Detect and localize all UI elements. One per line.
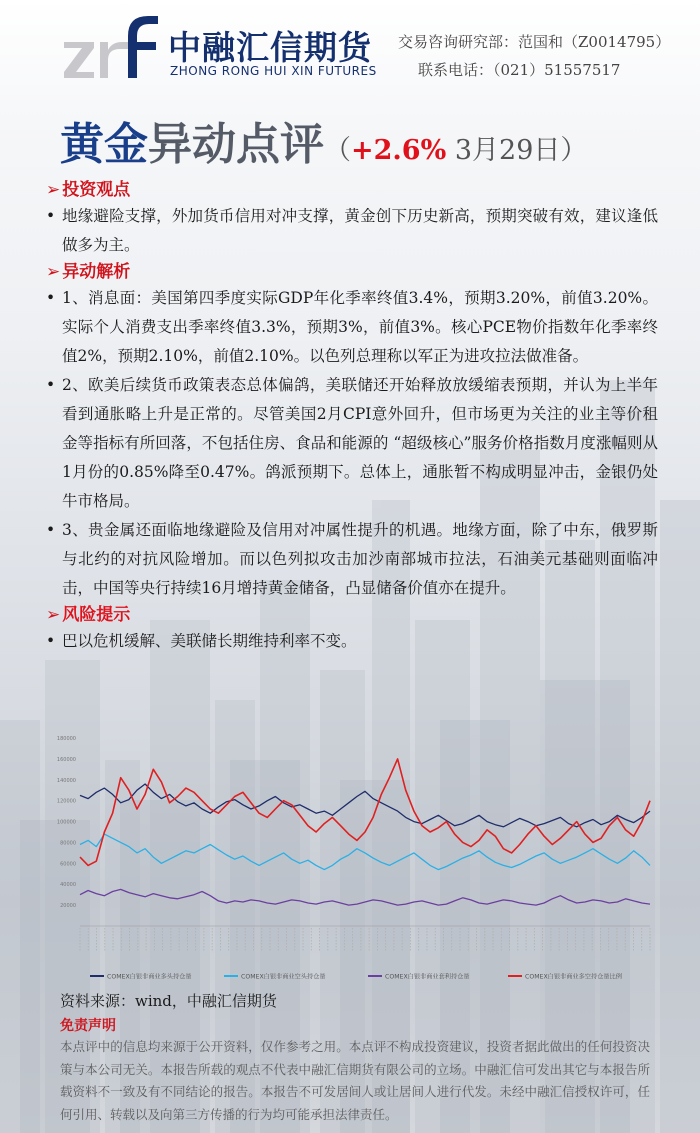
section-heading-view xyxy=(46,178,658,202)
list-item xyxy=(46,516,658,603)
title-paren-open: （ xyxy=(324,135,351,166)
legend-label: COMEX白银非商业多空持仓量比例 xyxy=(525,973,622,981)
list-item-text: 1、消息面：美国第四季度实际GDP年化季率终值3.4%，预期3.20%，前值3.20%。实际个人消费支出季率终值3.3%，预期3%，前值3%。核心PCE物价指数年化季率终值2%，预期2.10%，前值2.10%。以色列总理称以军正为进攻拉法做准备。 xyxy=(62,289,658,365)
legend-entry xyxy=(368,973,470,981)
list-item xyxy=(46,371,658,516)
legend-label: COMEX白银非商业多头持仓量 xyxy=(107,973,192,981)
section-heading-risk xyxy=(46,603,658,627)
report-body xyxy=(46,178,658,656)
y-tick-label: 60000 xyxy=(60,861,76,868)
list-item-text: 巴以危机缓解、美联储长期维持利率不变。 xyxy=(62,632,357,650)
list-item-text: 2、欧美后续货币政策表态总体偏鸽，美联储还开始释放放缓缩表预期，并认为上半年看到通胀略上升是正常的。尽管美国2月CPI意外回升，但市场更为关注的业主等价租金等指标有所回落，不包括住房、食品和能源的 “超级核心”服务价格指数月度涨幅则从1月份的0.85%降至0.47%。鸽派预期下。总体上，通胀暂不构成明显冲击，金银仍处牛市格局。 xyxy=(62,376,658,510)
bullet-icon: • xyxy=(46,207,56,225)
y-tick-label: 40000 xyxy=(60,882,76,889)
title-subject: 黄金 xyxy=(60,119,148,170)
title-date: 3月29日） xyxy=(446,135,588,166)
y-tick-label: 140000 xyxy=(56,777,76,784)
legend-entry xyxy=(224,973,326,981)
list-item xyxy=(46,202,658,260)
series-line-2 xyxy=(80,834,650,870)
bullet-icon: • xyxy=(46,521,56,539)
contact-info xyxy=(398,28,670,84)
title-type: 异动点评 xyxy=(148,119,324,170)
y-tick-label: 100000 xyxy=(56,819,76,826)
title-change-percent: +2.6% xyxy=(351,135,447,166)
y-tick-label: 120000 xyxy=(56,798,76,805)
company-name-en: ZHONG RONG HUI XIN FUTURES xyxy=(170,64,377,78)
y-tick-label: 20000 xyxy=(60,903,76,910)
bullet-icon: • xyxy=(46,376,56,394)
report-header xyxy=(0,0,700,100)
series-line-3 xyxy=(80,889,650,905)
arrow-icon: ➢ xyxy=(46,605,61,625)
y-tick-label: 160000 xyxy=(56,756,76,763)
list-item xyxy=(46,627,658,656)
cot-positions-chart xyxy=(46,728,658,990)
legend-entry xyxy=(508,973,622,981)
contact-analyst: 交易咨询研究部：范国和（Z0014795） xyxy=(398,33,671,51)
legend-entry xyxy=(90,973,192,981)
arrow-icon: ➢ xyxy=(46,262,61,282)
section-heading-label: 风险提示 xyxy=(62,605,131,625)
list-item-text: 地缘避险支撑，外加货币信用对冲支撑，黄金创下历史新高，预期突破有效，建议逢低做多为主。 xyxy=(62,207,658,254)
disclaimer-text: 本点评中的信息均来源于公开资料，仅作参考之用。本点评不构成投资建议，投资者据此做出的任何投资决策与本公司无关。本报告所载的观点不代表中融汇信期货有限公司的立场。中融汇信可发出其它与本报告所载资料不一致及有不同结论的报告。本报告不可发居间人或让居间人进行代发。未经中融汇信授权许可，任何引用、转载以及向第三方传播的行为均可能承担法律责任。 xyxy=(60,1039,650,1122)
section-heading-label: 投资观点 xyxy=(62,180,131,200)
contact-phone: 联系电话：（021）51557517 xyxy=(418,61,621,79)
list-item-text: 3、贵金属还面临地缘避险及信用对冲属性提升的机遇。地缘方面，除了中东，俄罗斯与北约的对抗风险增加。而以色列拟攻击加沙南部城市拉法，石油美元基础则面临冲击，中国等央行持续16月增持黄金储备，凸显储备价值亦在提升。 xyxy=(62,521,658,597)
list-item xyxy=(46,284,658,371)
disclaimer-title: 免责声明 xyxy=(60,1018,116,1034)
bullet-icon: • xyxy=(46,632,56,650)
data-source: 资料来源：wind，中融汇信期货 xyxy=(60,992,277,1010)
report-title xyxy=(60,108,587,172)
bullet-icon: • xyxy=(46,289,56,307)
company-logo-icon xyxy=(62,14,162,80)
series-line-4 xyxy=(80,759,650,866)
y-tick-label: 80000 xyxy=(60,840,76,847)
legend-label: COMEX白银非商业套利持仓量 xyxy=(385,973,470,981)
section-heading-analysis xyxy=(46,260,658,284)
chart-svg xyxy=(46,728,658,990)
legend-label: COMEX白银非商业空头持仓量 xyxy=(241,973,326,981)
arrow-icon: ➢ xyxy=(46,180,61,200)
company-name-cn: 中融汇信期货 xyxy=(168,28,372,67)
y-tick-label: 180000 xyxy=(56,736,76,742)
section-heading-label: 异动解析 xyxy=(62,262,131,282)
